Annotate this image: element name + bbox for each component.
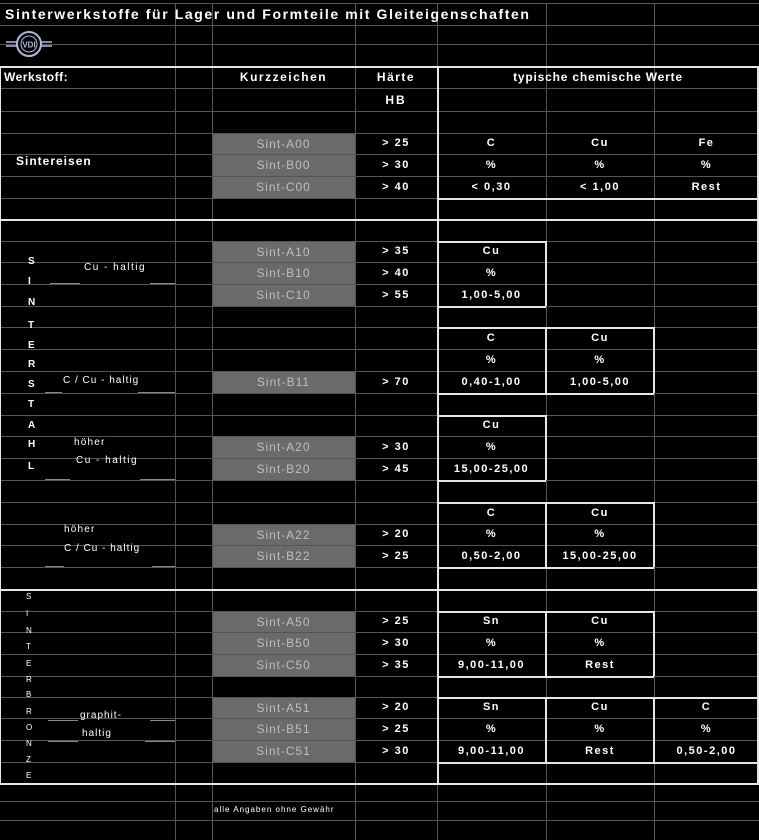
grid-row-line (0, 801, 759, 802)
label-hoeher-ccu: höher (64, 524, 96, 535)
chem-cell: < 0,30 (471, 180, 512, 193)
label-bracket-line (48, 741, 78, 742)
haerte-cell: > 70 (382, 375, 410, 388)
label-hoeher-ccu-2: C / Cu - haltig (64, 543, 141, 554)
haerte-cell: > 20 (382, 528, 410, 540)
chem-cell: 9,00-11,00 (458, 658, 525, 671)
section-divider (0, 219, 759, 221)
chem-group-border (437, 480, 546, 482)
chem-cell: 15,00-25,00 (562, 549, 638, 562)
chem-cell: % (594, 722, 606, 735)
chem-cell: % (594, 636, 606, 649)
chem-group-border (437, 676, 654, 678)
grid-row-line (0, 25, 759, 26)
sinterbronze-letter: N (26, 626, 32, 635)
chem-cell: % (485, 440, 498, 453)
label-bracket-line (45, 392, 62, 393)
grid-row-line (0, 306, 759, 307)
haerte-cell: > 20 (382, 701, 410, 713)
chem-group-border (437, 697, 759, 699)
chem-cell: % (485, 722, 498, 735)
header-haerte: Härte (376, 70, 416, 84)
sinterstahl-letter: T (28, 320, 35, 331)
chem-cell: 0,50-2,00 (676, 744, 737, 757)
grid-row-line (0, 480, 759, 481)
grid-row-line (0, 241, 759, 242)
chem-cell: % (594, 528, 606, 540)
grid-row-line (0, 371, 759, 372)
haerte-cell: > 45 (382, 462, 410, 475)
code-cell: Sint-B22 (256, 549, 311, 563)
grid-col-line (355, 3, 356, 840)
haerte-cell: > 25 (382, 722, 410, 735)
label-sintereisen: Sintereisen (16, 154, 92, 168)
label-bracket-line (45, 566, 64, 567)
label-hoeher-cu-2: Cu - haltig (76, 455, 139, 466)
grid-row-line (0, 133, 759, 134)
chem-cell: % (485, 636, 498, 649)
haerte-cell: > 30 (382, 636, 410, 649)
haerte-cell: > 30 (382, 158, 410, 171)
code-cell: Sint-C00 (256, 180, 311, 194)
code-cell: Sint-B10 (256, 266, 311, 280)
chem-cell: Cu (591, 137, 609, 149)
chem-cell: C (486, 331, 497, 344)
sinterstahl-letter: A (28, 420, 36, 431)
sinterbronze-letter: Z (26, 755, 31, 764)
grid-row-line (0, 654, 759, 655)
chem-cell: % (594, 158, 606, 171)
grid-col-line (175, 3, 176, 840)
grid-row-line (0, 111, 759, 112)
haerte-cell: > 35 (382, 658, 410, 671)
label-cu-haltig: Cu - haltig (84, 262, 147, 273)
label-bracket-line (140, 479, 175, 480)
chem-cell: Cu (591, 506, 609, 519)
grid-row-line (0, 284, 759, 285)
chem-cell: Fe (698, 137, 715, 149)
grid-row-line (0, 632, 759, 633)
grid-row-line (0, 44, 759, 45)
sinterbronze-letter: O (26, 723, 33, 732)
chem-cell: Cu (482, 419, 501, 431)
label-graphit-2: haltig (82, 728, 112, 739)
chem-group-border (437, 393, 654, 395)
table-left-border (0, 66, 1, 783)
haerte-cell: > 30 (382, 744, 410, 757)
chem-cell: Rest (585, 658, 615, 671)
chem-cell: C (701, 701, 712, 713)
code-cell: Sint-A00 (256, 136, 311, 151)
code-cell: Sint-A10 (256, 244, 311, 259)
header-werkstoff: Werkstoff: (4, 70, 69, 84)
sinterstahl-letter: T (28, 399, 35, 410)
label-bracket-line (45, 479, 70, 480)
chem-group-border (437, 198, 759, 200)
grid-row-line (0, 415, 759, 416)
chem-cell: 0,40-1,00 (461, 375, 522, 388)
chem-cell: Rest (585, 744, 615, 757)
label-bracket-line (150, 720, 175, 721)
haerte-cell: > 55 (382, 288, 410, 301)
grid-row-line (0, 3, 759, 4)
chem-cell: % (485, 353, 498, 366)
label-hoeher-cu: höher (74, 437, 106, 448)
label-c-cu-haltig: C / Cu - haltig (63, 375, 140, 386)
section-divider (0, 589, 759, 591)
chem-cell: 15,00-25,00 (453, 462, 530, 475)
label-bracket-line (50, 283, 80, 284)
chem-group-border (437, 567, 654, 569)
chem-cell: < 1,00 (580, 180, 620, 193)
chem-cell: % (700, 722, 713, 735)
sinterstahl-letter: S (28, 256, 35, 267)
label-bracket-line (138, 392, 175, 393)
code-cell: Sint-B00 (256, 158, 311, 172)
sinterstahl-letter: N (28, 297, 36, 308)
haerte-cell: > 40 (382, 266, 410, 279)
section-divider (0, 783, 759, 785)
grid-row-line (0, 524, 759, 525)
chem-cell: % (700, 158, 713, 171)
chem-group-border (437, 415, 546, 417)
chem-cell: Cu (591, 701, 609, 713)
code-cell: Sint-C51 (256, 744, 311, 758)
code-cell: Sint-C50 (256, 658, 311, 672)
sinterstahl-letter: R (28, 359, 36, 370)
vdi-logo (6, 28, 52, 60)
chem-cell: 0,50-2,00 (461, 549, 522, 562)
sinterbronze-letter: R (26, 675, 32, 684)
svg-text:VDI: VDI (22, 40, 36, 50)
chem-cell: % (594, 353, 606, 366)
header-chem: typische chemische Werte (513, 70, 683, 84)
chem-cell: Sn (482, 615, 501, 627)
chem-cell: Cu (591, 615, 609, 627)
grid-row-line (0, 820, 759, 821)
haerte-cell: > 40 (382, 180, 410, 193)
label-bracket-line (145, 741, 175, 742)
grid-row-line (0, 88, 759, 89)
chem-cell: Rest (691, 180, 722, 193)
header-kurzzeichen: Kurzzeichen (239, 70, 328, 84)
chem-cell: % (485, 158, 498, 171)
code-cell: Sint-B51 (256, 722, 311, 736)
sinterbronze-letter: T (26, 642, 31, 651)
sinterbronze-letter: N (26, 739, 32, 748)
sinterstahl-letter: L (28, 461, 35, 472)
code-cell: Sint-A51 (256, 700, 311, 715)
chem-group-border (437, 762, 759, 764)
sinterstahl-letter: S (28, 379, 35, 390)
footer-disclaimer: alle Angaben ohne Gewähr (214, 805, 335, 814)
haerte-cell: > 25 (382, 549, 410, 562)
code-cell: Sint-A20 (256, 440, 311, 454)
chem-cell: 9,00-11,00 (458, 744, 525, 757)
haerte-cell: > 25 (382, 615, 410, 627)
grid-row-line (0, 349, 759, 350)
sinterstahl-letter: H (28, 439, 36, 450)
code-cell: Sint-A50 (256, 614, 311, 629)
grid-row-line (0, 154, 759, 155)
chem-cell: Cu (591, 331, 609, 344)
chem-cell: Sn (482, 701, 501, 713)
sinterstahl-letter: E (28, 340, 35, 351)
haerte-cell: > 35 (382, 245, 410, 257)
code-cell: Sint-C10 (256, 288, 311, 302)
chem-cell: 1,00-5,00 (461, 288, 522, 301)
chem-cell: C (486, 506, 497, 519)
chem-cell: C (486, 137, 497, 149)
sinterstahl-letter: I (28, 276, 31, 287)
sinterbronze-letter: B (26, 690, 32, 699)
code-cell: Sint-B50 (256, 636, 311, 650)
chem-group-border (437, 241, 546, 243)
label-bracket-line (152, 566, 175, 567)
header-hb: HB (385, 92, 407, 107)
sinterbronze-letter: S (26, 592, 32, 601)
chem-group-border (437, 306, 546, 308)
label-graphit: graphit- (80, 710, 122, 721)
chem-cell: % (485, 528, 498, 540)
haerte-cell: > 30 (382, 440, 410, 453)
grid-row-line (0, 436, 759, 437)
sinterbronze-letter: E (26, 771, 32, 780)
grid-row-line (0, 740, 759, 741)
code-cell: Sint-A22 (256, 527, 311, 542)
sinterbronze-letter: I (26, 609, 29, 618)
grid-row-line (0, 176, 759, 177)
chem-cell: Cu (482, 245, 501, 257)
chem-cell: % (485, 266, 498, 279)
sinterbronze-letter: E (26, 659, 32, 668)
code-cell: Sint-B20 (256, 462, 311, 476)
label-bracket-line (150, 283, 175, 284)
page-title: Sinterwerkstoffe für Lager und Formteile mit Gleiteigenschaften (5, 6, 531, 22)
chem-cell: 1,00-5,00 (570, 375, 630, 388)
code-cell: Sint-B11 (256, 375, 311, 389)
sinterbronze-letter: R (26, 707, 32, 716)
haerte-cell: > 25 (382, 137, 410, 149)
section-divider (0, 66, 759, 68)
label-bracket-line (48, 720, 78, 721)
